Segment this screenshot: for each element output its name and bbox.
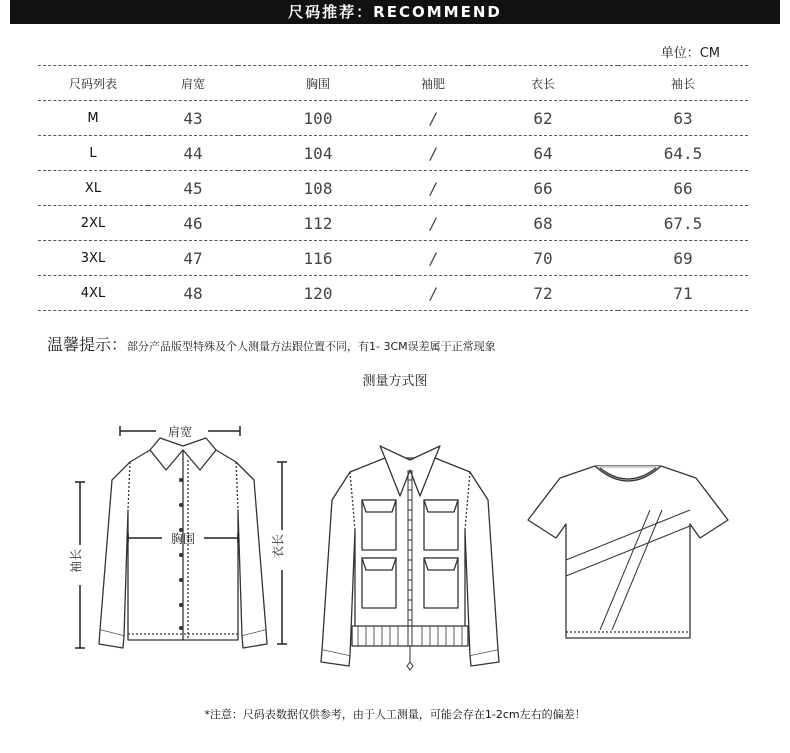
cell-shoulder: 48 <box>148 276 238 311</box>
table-row <box>38 241 748 276</box>
measure-title: 测量方式图 <box>362 374 428 389</box>
cell-size: 4XL <box>38 276 148 311</box>
header-length: 衣长 <box>468 66 618 101</box>
cell-size: 3XL <box>38 241 148 276</box>
cell-size: 2XL <box>38 206 148 241</box>
table-header-row <box>38 66 748 101</box>
tip-text: 部分产品版型特殊及个人测量方法跟位置不同，有1- 3CM误差属于正常现象 <box>127 340 496 353</box>
cell-shoulder: 43 <box>148 101 238 136</box>
size-table <box>38 65 748 311</box>
cell-chest: 120 <box>238 276 398 311</box>
cell-chest: 104 <box>238 136 398 171</box>
tip <box>47 332 496 355</box>
footnote: *注意：尺码表数据仅供参考，由于人工测量，可能会存在1-2cm左右的偏差！ <box>204 708 586 721</box>
header-size: 尺码列表 <box>38 66 148 101</box>
label-shoulder: 肩宽 <box>167 425 193 439</box>
cell-shoulder: 45 <box>148 171 238 206</box>
cell-chest: 100 <box>238 101 398 136</box>
tshirt-illustration <box>528 466 728 638</box>
cell-sleeve-length: 63 <box>618 101 748 136</box>
cell-shoulder: 46 <box>148 206 238 241</box>
banner-title: 尺码推荐：RECOMMEND <box>10 0 780 24</box>
header-sleeve-length: 袖长 <box>618 66 748 101</box>
table-row <box>38 101 748 136</box>
cell-size: L <box>38 136 148 171</box>
table-row <box>38 276 748 311</box>
jacket-illustration <box>321 446 499 666</box>
tip-title: 温馨提示： <box>47 335 128 354</box>
cell-size: XL <box>38 171 148 206</box>
header-chest: 胸围 <box>238 66 398 101</box>
unit-label: 单位：CM <box>660 46 720 61</box>
measurement-illustrations <box>0 400 790 680</box>
cell-sleeve-width: / <box>398 206 468 241</box>
cell-sleeve-length: 64.5 <box>618 136 748 171</box>
header-shoulder: 肩宽 <box>148 66 238 101</box>
table-row <box>38 171 748 206</box>
cell-sleeve-width: / <box>398 101 468 136</box>
header-sleeve-width: 袖肥 <box>398 66 468 101</box>
cell-length: 64 <box>468 136 618 171</box>
label-length: 衣长 <box>271 533 285 559</box>
cell-sleeve-length: 71 <box>618 276 748 311</box>
cell-sleeve-length: 66 <box>618 171 748 206</box>
cell-length: 70 <box>468 241 618 276</box>
cell-length: 66 <box>468 171 618 206</box>
cell-sleeve-length: 69 <box>618 241 748 276</box>
cell-length: 62 <box>468 101 618 136</box>
cell-sleeve-width: / <box>398 171 468 206</box>
cell-chest: 116 <box>238 241 398 276</box>
cell-shoulder: 47 <box>148 241 238 276</box>
cell-length: 72 <box>468 276 618 311</box>
cell-sleeve-width: / <box>398 136 468 171</box>
label-chest: 胸围 <box>170 532 196 546</box>
table-row <box>38 206 748 241</box>
cell-chest: 112 <box>238 206 398 241</box>
cell-chest: 108 <box>238 171 398 206</box>
cell-sleeve-width: / <box>398 276 468 311</box>
cell-shoulder: 44 <box>148 136 238 171</box>
cell-sleeve-width: / <box>398 241 468 276</box>
cell-sleeve-length: 67.5 <box>618 206 748 241</box>
cell-size: M <box>38 101 148 136</box>
table-row <box>38 136 748 171</box>
label-sleeve: 袖长 <box>69 548 83 574</box>
cell-length: 68 <box>468 206 618 241</box>
